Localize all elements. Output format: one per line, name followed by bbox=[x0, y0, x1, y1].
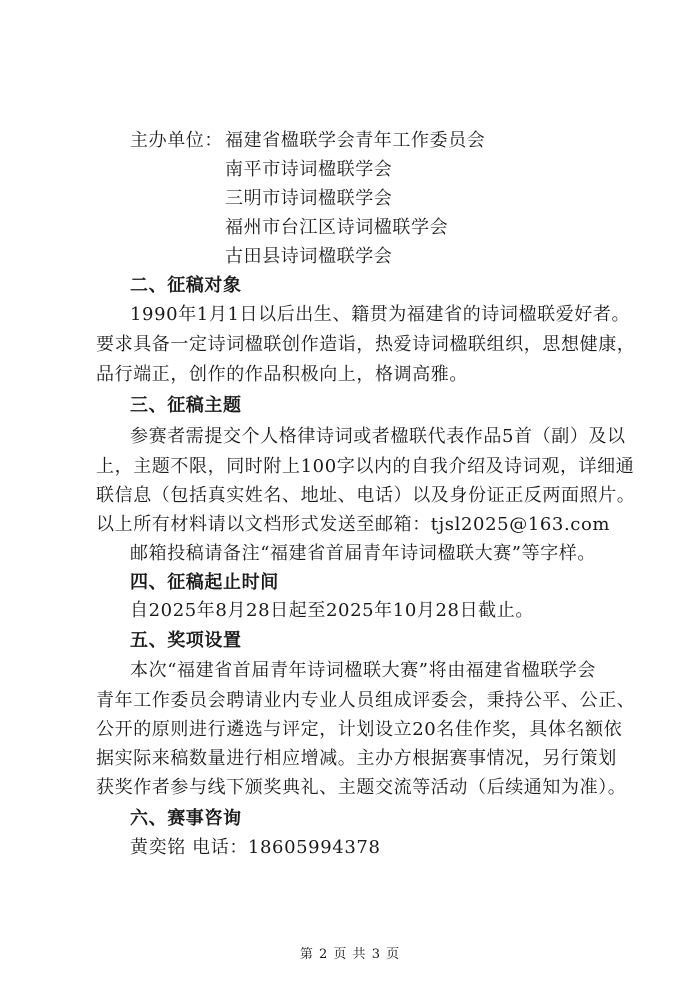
paragraph-line: 参赛者需提交个人格律诗词或者楹联代表作品5首（副）及以 bbox=[130, 426, 626, 447]
paragraph-line: 据实际来稿数量进行相应增减。主办方根据赛事情况，另行策划 bbox=[96, 748, 617, 769]
section-heading: 五、奖项设置 bbox=[130, 630, 242, 651]
section-heading: 二、征稿对象 bbox=[130, 275, 242, 296]
paragraph-line: 联信息（包括真实姓名、地址、电话）以及身份证正反两面照片。 bbox=[96, 485, 636, 506]
paragraph-line: 自2025年8月28日起至2025年10月28日截止。 bbox=[130, 600, 534, 621]
section-heading: 六、赛事咨询 bbox=[130, 808, 242, 829]
sponsor-org: 三明市诗词楹联学会 bbox=[225, 188, 393, 209]
paragraph-line: 以上所有材料请以文档形式发送至邮箱：tjsl2025@163.com bbox=[96, 514, 611, 535]
paragraph-line: 青年工作委员会聘请业内专业人员组成评委会，秉持公平、公正、 bbox=[96, 690, 636, 711]
section-heading: 四、征稿起止时间 bbox=[130, 572, 279, 593]
paragraph-line: 获奖作者参与线下颁奖典礼、主题交流等活动（后续通知为准）。 bbox=[96, 777, 627, 798]
sponsor-label: 主办单位： bbox=[130, 130, 223, 151]
paragraph-line: 1990年1月1日以后出生、籍贯为福建省的诗词楹联爱好者。 bbox=[130, 304, 631, 325]
paragraph-line: 邮箱投稿请备注“福建省首届青年诗词楹联大赛”等字样。 bbox=[130, 543, 597, 564]
page-number: 第 2 页 共 3 页 bbox=[299, 947, 401, 962]
paragraph-line: 本次“福建省首届青年诗词楹联大赛”将由福建省楹联学会 bbox=[130, 660, 597, 681]
sponsor-org: 福建省楹联学会青年工作委员会 bbox=[225, 130, 486, 151]
paragraph-line: 要求具备一定诗词楹联创作造诣，热爱诗词楹联组织，思想健康， bbox=[96, 334, 636, 355]
section-heading: 三、征稿主题 bbox=[130, 395, 242, 416]
paragraph-line: 品行端正，创作的作品积极向上，格调高雅。 bbox=[96, 364, 468, 385]
paragraph-line: 公开的原则进行遴选与评定，计划设立20名佳作奖，具体名额依 bbox=[96, 719, 623, 740]
contact-line: 黄奕铭 电话：18605994378 bbox=[130, 837, 381, 858]
paragraph-line: 上，主题不限，同时附上100字以内的自我介绍及诗词观，详细通 bbox=[96, 456, 635, 477]
sponsor-org: 古田县诗词楹联学会 bbox=[225, 246, 393, 267]
sponsor-org: 南平市诗词楹联学会 bbox=[225, 159, 393, 180]
sponsor-org: 福州市台江区诗词楹联学会 bbox=[225, 217, 449, 238]
